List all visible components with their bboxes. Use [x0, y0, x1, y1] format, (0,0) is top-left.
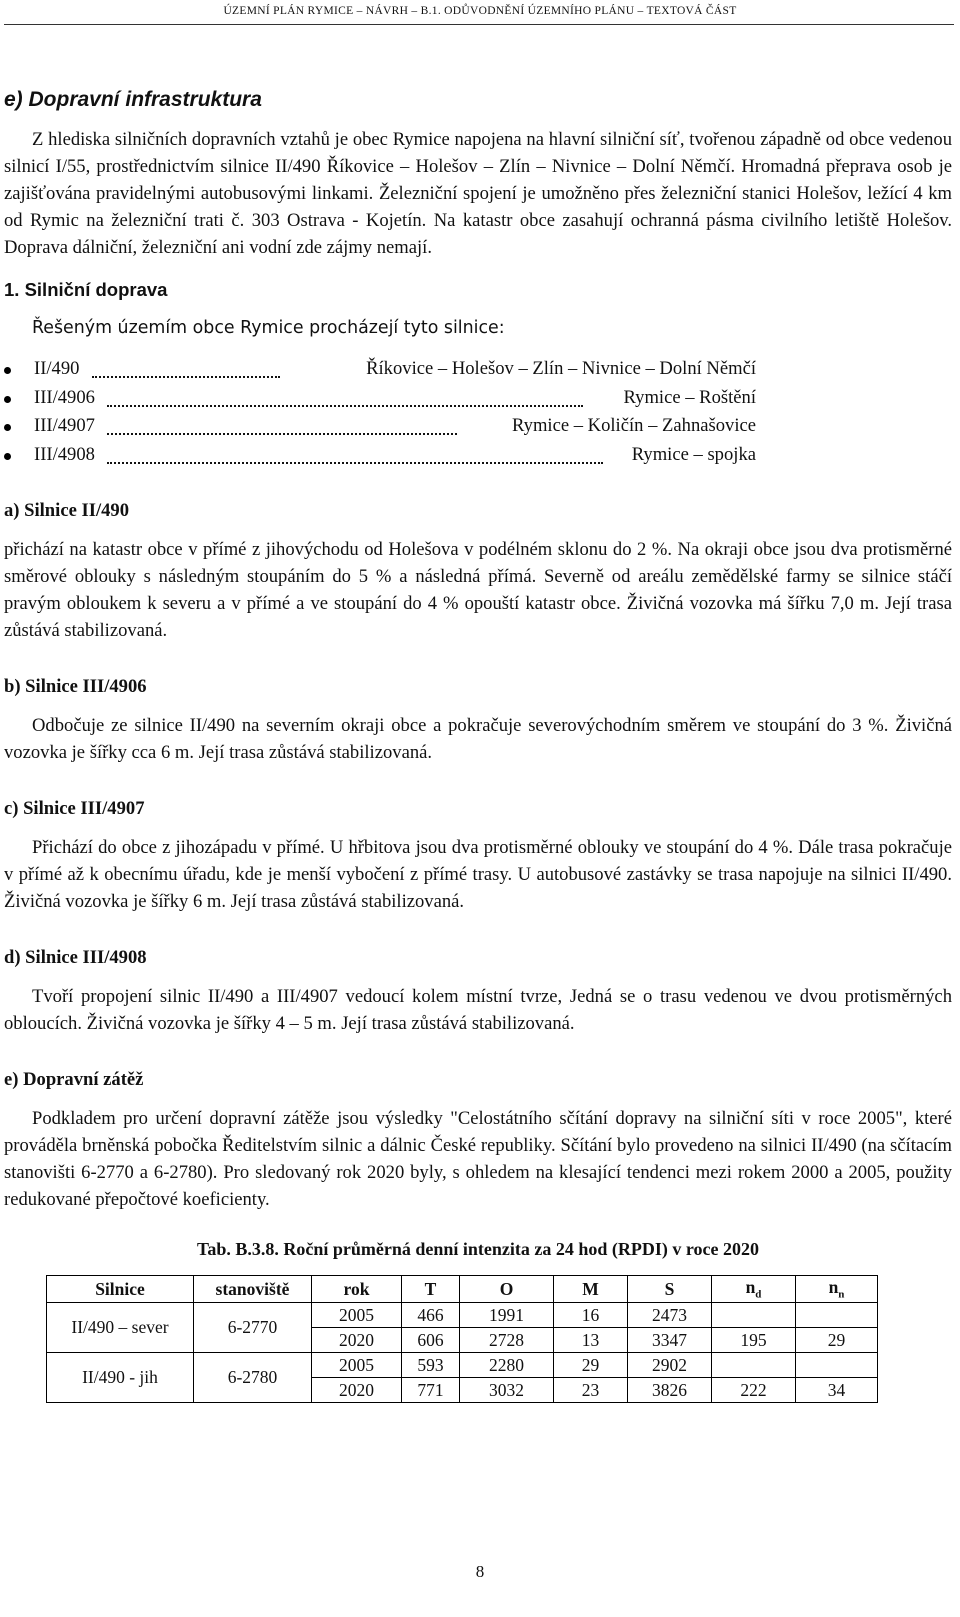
road-route: Rymice – Roštění	[623, 386, 756, 408]
road-route: Rymice – spojka	[631, 443, 756, 465]
table-row	[47, 1353, 878, 1378]
subsection-text: Odbočuje ze silnice II/490 na severním okraji obce a pokračuje severovýchodním směrem ve stoupání do 3 %. Živičná vozovka je šířky cca 6 m. Její trasa zůstává stabilizovaná.	[4, 715, 952, 763]
dot-leader	[107, 462, 603, 464]
cell-rok: 2005	[312, 1353, 402, 1378]
bullet-icon	[4, 396, 11, 403]
subsection-heading: d) Silnice III/4908	[4, 947, 147, 968]
list-item	[4, 356, 952, 385]
cell-o: 3032	[460, 1378, 554, 1403]
cell-nd: 222	[712, 1378, 796, 1403]
cell-m: 23	[554, 1378, 628, 1403]
cell-s: 2902	[628, 1353, 712, 1378]
table-row	[47, 1303, 878, 1328]
col-header-nn: $n_n$	[796, 1276, 878, 1303]
page-number: 8	[475, 1562, 485, 1581]
cell-nn: 29	[796, 1328, 878, 1353]
silnicni-doprava-intro: Řešeným územím obce Rymice procházejí tyto silnice:	[32, 318, 505, 338]
cell-t: 606	[402, 1328, 460, 1353]
cell-nn	[796, 1303, 878, 1328]
roads-list	[4, 356, 952, 470]
bullet-icon	[4, 424, 11, 431]
dot-leader	[92, 376, 280, 378]
page-content	[4, 88, 952, 1403]
cell-nn: 34	[796, 1378, 878, 1403]
subsection-heading: c) Silnice III/4907	[4, 798, 145, 819]
col-header-m: M	[554, 1276, 628, 1303]
cell-o: 2728	[460, 1328, 554, 1353]
road-code: III/4908	[34, 443, 95, 465]
cell-s: 3826	[628, 1378, 712, 1403]
col-header-t: T	[402, 1276, 460, 1303]
bullet-icon	[4, 453, 11, 460]
cell-t: 771	[402, 1378, 460, 1403]
intro-paragraph-1: Z hlediska silničních dopravních vztahů je obec Rymice napojena na hlavní silniční síť, tvořenou západně od obce vedenou silnicí I/55, prostřednictvím silnice II/490 Říkovice – Holešov – Zlín – Nivnice – Dolní Němčí. Hromadná přeprava osob je zajišťována pravidelnými autobusovými linkami. Železniční spojení je umožněno přes železniční stanici Holešov, ležící 4 km od Rymic na železniční trati č. 303 Ostrava - Kojetín. Na katastr obce zasahují ochranná pásma civilního letiště Holešov. Doprava dálniční, železniční ani vodní zde zájmy nemají.	[4, 129, 952, 258]
cell-m: 13	[554, 1328, 628, 1353]
subsection-text: Tvoří propojení silnic II/490 a III/4907 vedoucí kolem místní tvrze, Jedná se o trasu vedenou ve dvou protisměrných obloucích. Živičná vozovka je šířky 4 – 5 m. Její trasa zůstává stabilizovaná.	[4, 986, 952, 1034]
section-title: e) Dopravní infrastruktura	[4, 88, 262, 111]
table-header-row	[47, 1276, 878, 1303]
bullet-icon	[4, 367, 11, 374]
cell-silnice: II/490 – sever	[47, 1303, 194, 1353]
cell-s: 2473	[628, 1303, 712, 1328]
subsection-text: přichází na katastr obce v přímé z jihovýchodu od Holešova v podélném sklonu do 2 %. Na okraji obce jsou dva protisměrné směrové oblouky s následným stoupáním do 5 % a následná přímá. Severně od areálu zemědělské farmy se silnice stáčí pravým obloukem k severu a v přímé a ve stoupání do 4 % opouští katastr obce. Živičná vozovka má šířku 7,0 m. Její trasa zůstává stabilizovaná.	[4, 539, 952, 641]
col-header-silnice: Silnice	[47, 1276, 194, 1303]
cell-s: 3347	[628, 1328, 712, 1353]
col-header-o: O	[460, 1276, 554, 1303]
running-header: ÚZEMNÍ PLÁN RYMICE – NÁVRH – B.1. ODŮVODNĚNÍ ÚZEMNÍHO PLÁNU – TEXTOVÁ ČÁST	[223, 5, 737, 17]
col-header-nd: $n_d$	[712, 1276, 796, 1303]
cell-nd	[712, 1303, 796, 1328]
subsection-heading: a) Silnice II/490	[4, 500, 129, 521]
cell-stanoviste: 6-2780	[194, 1353, 312, 1403]
col-header-s: S	[628, 1276, 712, 1303]
cell-t: 466	[402, 1303, 460, 1328]
col-header-stanoviste: stanoviště	[194, 1276, 312, 1303]
dot-leader	[107, 433, 457, 435]
subsection-text: Podkladem pro určení dopravní zátěže jsou výsledky "Celostátního sčítání dopravy na silniční síti v roce 2005", které prováděla brněnská pobočka Ředitelstvím silnic a dálnic České republiky. Sčítání bylo provedeno na silnici II/490 (na sčítacím stanovišti 6-2770 a 6-2780). Pro sledovaný rok 2020 byly, s ohledem na klesající tendenci mezi rokem 2000 a 2005, použity redukované přepočtové koeficienty.	[4, 1108, 952, 1210]
silnicni-doprava-heading: 1. Silniční doprava	[4, 279, 168, 300]
road-route: Rymice – Količín – Zahnašovice	[511, 415, 756, 436]
col-header-rok: rok	[312, 1276, 402, 1303]
subsection-text: Přichází do obce z jihozápadu v přímé. U hřbitova jsou dva protisměrné oblouky ve stoupání do 4 %. Dále trasa pokračuje v přímé až k obecnímu úřadu, kde je menší vybočení z přímé trasy. U autobusové zastávky se trasa napojuje na silnici II/490. Živičná vozovka je šířky 6 m. Její trasa zůstává stabilizovaná.	[4, 837, 952, 912]
cell-o: 1991	[460, 1303, 554, 1328]
cell-m: 29	[554, 1353, 628, 1378]
cell-rok: 2020	[312, 1328, 402, 1353]
cell-o: 2280	[460, 1353, 554, 1378]
cell-t: 593	[402, 1353, 460, 1378]
road-code: II/490	[34, 358, 80, 379]
table-caption: Tab. B.3.8. Roční průměrná denní intenzita za 24 hod (RPDI) v roce 2020	[196, 1239, 760, 1259]
rpdi-table	[46, 1275, 878, 1403]
subsection-heading: b) Silnice III/4906	[4, 676, 147, 697]
subsection-heading: e) Dopravní zátěž	[4, 1069, 144, 1090]
cell-stanoviste: 6-2770	[194, 1303, 312, 1353]
road-route: Říkovice – Holešov – Zlín – Nivnice – Dolní Němčí	[366, 358, 756, 379]
dot-leader	[107, 405, 583, 407]
cell-rok: 2020	[312, 1378, 402, 1403]
list-item	[4, 413, 952, 442]
road-code: III/4907	[34, 415, 95, 436]
cell-nd: 195	[712, 1328, 796, 1353]
cell-silnice: II/490 - jih	[47, 1353, 194, 1403]
cell-nd	[712, 1353, 796, 1378]
cell-nn	[796, 1353, 878, 1378]
list-item	[4, 385, 952, 414]
cell-m: 16	[554, 1303, 628, 1328]
cell-rok: 2005	[312, 1303, 402, 1328]
road-code: III/4906	[34, 386, 95, 408]
list-item	[4, 442, 952, 471]
header-rule	[4, 24, 954, 25]
